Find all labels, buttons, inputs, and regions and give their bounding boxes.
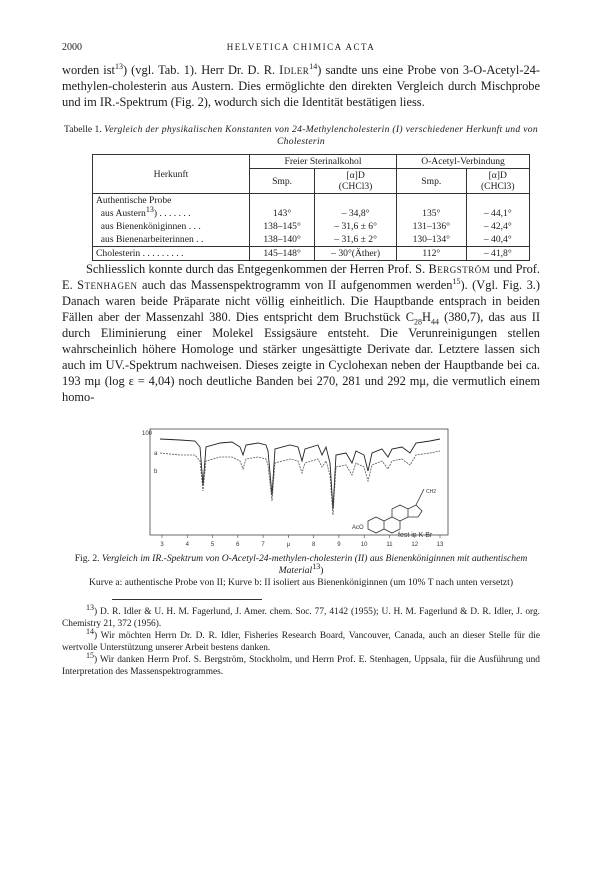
footnote-15 (62, 650, 540, 678)
row-label-text: aus Bienenköniginnen (100, 221, 187, 232)
paragraph-2 (62, 261, 540, 405)
rotation-label: [α]D (346, 170, 365, 181)
footnote-text: ) Wir danken Herrn Prof. S. Bergström, Stockholm, und Herrn Prof. E. Stenhagen, Uppsala, für die Ausführung und Interpretation des Massenspektrogrammes. (62, 655, 540, 677)
cell-smp1: 138–140° (250, 233, 315, 247)
header-free-sterol: Freier Sterinalkohol (250, 155, 397, 169)
x-tick-label: 13 (436, 542, 444, 548)
table-caption-label: Tabelle 1. (64, 124, 102, 135)
footnote-ref[interactable]: 14 (309, 61, 318, 71)
footnote-ref[interactable]: 13 (312, 561, 321, 571)
author-name: Idler (279, 63, 310, 77)
header-acetyl: O-Acetyl-Verbindung (397, 155, 530, 169)
text-run: auch das Massenspektrogramm von II aufgenommen werden (137, 278, 453, 292)
label-100: 100 (142, 431, 153, 437)
table-row (93, 207, 530, 220)
table-row (93, 220, 530, 233)
cell-smp2: 135° (397, 207, 466, 220)
section-label: Authentische Probe (93, 194, 250, 208)
subscript: 28 (414, 317, 423, 327)
steroid-structure (368, 489, 424, 533)
author-name: Stenhagen (77, 278, 138, 292)
footnote-number: 15 (86, 650, 94, 660)
page-number: 2000 (62, 42, 82, 53)
spectrum-curve-a (160, 439, 440, 509)
paragraph-1 (62, 62, 540, 110)
subscript: 44 (430, 317, 439, 327)
row-dots: ) . . . . . . . (153, 208, 191, 219)
cell-rot2: – 42,4° (466, 220, 529, 233)
x-tick-label: 12 (411, 542, 419, 548)
table-caption (62, 124, 540, 148)
row-label (93, 204, 250, 220)
text-run: (380,7), das aus II durch Eliminierung einer Molekel Essigsäure entsteht. Die Verunreinigungen stellen wahrscheinlich höhere Homologe und stärker ungesättigte Derivate dar. Letztere lassen sich auch im UV.-Spektrum nachweisen. Dieses zeigte in Cyclohexan neben der Hauptbande bei ca. 193 mμ (log ε = 4,04) noch deutliche Banden bei 270, 281 und 292 mμ, die vermutlich einem homo- (62, 310, 541, 404)
table-caption-text: Vergleich der physikalischen Konstanten von 24-Methylencholesterin (I) verschiedener Herkunft und von Cholesterin (104, 124, 538, 147)
cell-rot1: – 34,8° (315, 207, 397, 220)
empty-cell (466, 194, 529, 208)
row-label-text: Cholesterin (96, 248, 141, 259)
footnote-ref[interactable]: 15 (452, 276, 461, 286)
text-run: Schliesslich konnte durch das Entgegenkommen der Herren Prof. S. (86, 262, 429, 276)
cell-rot2: – 44,1° (466, 207, 529, 220)
row-label (93, 233, 250, 247)
rotation-label: [α]D (488, 170, 507, 181)
table-row (93, 247, 530, 261)
header-smp-2: Smp. (397, 169, 466, 194)
footnotes (62, 602, 540, 678)
figure-caption-text: Vergleich im IR.-Spektrum von O-Acetyl-24-methylen-cholesterin (II) aus Bienenköniginnen mit authentischem Material (101, 553, 528, 576)
cell-smp1: 145–148° (250, 247, 315, 261)
footnote-number: 14 (86, 626, 94, 636)
rotation-solvent: (CHCl3) (338, 181, 373, 192)
x-tick-label: 9 (337, 542, 341, 548)
row-label-text: aus Bienenarbeiterinnen (100, 234, 194, 245)
structure-aco-label: AcO (352, 525, 364, 531)
journal-title: HELVETICA CHIMICA ACTA (226, 42, 376, 52)
table-row (93, 233, 530, 247)
row-label-text: aus Austern (100, 208, 146, 219)
text-run: ) sandte uns eine Probe von 3-O-Acetyl-24-methylen-cholesterin aus Austern. Dies ermöglichte den direkten Vergleich durch Mischprobe und im IR.-Spektrum (Fig. 2), wodurch sich die Identität bestätigen liess. (62, 63, 541, 109)
text-run: ) (vgl. Tab. 1). Herr Dr. D. R. (122, 63, 280, 77)
x-tick-label: μ (286, 542, 291, 548)
x-tick-label: 3 (160, 542, 164, 548)
x-tick-label: 6 (236, 542, 240, 548)
cell-rot1: – 31,6 ± 2° (315, 233, 397, 247)
cell-rot2: – 40,4° (466, 233, 529, 247)
spectrum-curve-b (160, 451, 440, 515)
empty-cell (315, 194, 397, 208)
row-dots: . . . (186, 221, 201, 232)
x-tick-label: 11 (386, 542, 393, 548)
empty-cell (397, 194, 466, 208)
footnote-number: 13 (86, 602, 94, 612)
text-run: worden ist (62, 63, 115, 77)
header-smp-1: Smp. (250, 169, 315, 194)
header-rotation-2 (466, 169, 529, 194)
sample-state-label: fest in K Br (398, 532, 433, 539)
row-dots: . . (193, 234, 204, 245)
cell-smp2: 130–134° (397, 233, 466, 247)
footnote-14 (62, 626, 540, 654)
header-rotation-1 (315, 169, 397, 194)
text-run: ). (Vgl. Fig. 3.) Danach waren beide Präparate nicht völlig einheitlich. Die Hauptbande entsprach in beiden Fällen aber der Massenzahl 380. Dies entspricht dem Bruchstück C (62, 278, 541, 324)
text-run: und Prof. E. (62, 262, 541, 292)
x-tick-label: 4 (185, 542, 189, 548)
footnote-13 (62, 602, 540, 630)
rotation-solvent: (CHCl3) (480, 181, 515, 192)
running-head (62, 42, 540, 58)
x-tick-label: 7 (261, 542, 265, 548)
footnote-rule (112, 599, 262, 600)
text-run: H (422, 310, 431, 324)
author-name: Bergström (428, 262, 491, 276)
curve-a-label: a (154, 451, 158, 457)
structure-ch2-label: CH2 (426, 489, 437, 495)
cell-rot1: – 30°(Äther) (315, 247, 397, 261)
row-label (93, 247, 250, 261)
empty-cell (250, 194, 315, 208)
figure-caption-label: Fig. 2. (74, 553, 100, 564)
header-origin: Herkunft (93, 155, 250, 194)
x-tick-label: 10 (360, 542, 368, 548)
x-tick-label: 5 (210, 542, 215, 548)
footnote-ref[interactable]: 13 (114, 61, 123, 71)
ir-spectrum-plot (140, 425, 460, 551)
constants-table (92, 154, 530, 261)
row-dots: . . . . . . . . . (140, 248, 184, 259)
cell-smp1: 138–145° (250, 220, 315, 233)
page (62, 42, 540, 678)
curve-b-label: b (154, 469, 158, 475)
footnote-text: ) Wir möchten Herrn Dr. D. R. Idler, Fisheries Research Board, Vancouver, Canada, auch an dieser Stelle für die wertvolle Unterstützung unserer Arbeit bestens danken. (62, 631, 540, 653)
cell-rot2: – 41,8° (466, 247, 529, 261)
footnote-ref[interactable]: 13 (145, 204, 154, 214)
caption-close-paren: ) (320, 565, 324, 576)
cell-smp2: 112° (397, 247, 466, 261)
cell-rot1: – 31,6 ± 6° (315, 220, 397, 233)
curve-note: Kurve a: authentische Probe von II; Kurve b: II isoliert aus Bienenköniginnen (um 10% T nach unten versetzt) (88, 577, 514, 588)
cell-smp2: 131–136° (397, 220, 466, 233)
figure-caption (62, 553, 540, 577)
x-tick-label: 8 (311, 542, 316, 548)
ir-spectrum-figure (62, 425, 540, 551)
footnote-text: ) D. R. Idler & U. H. M. Fagerlund, J. Amer. chem. Soc. 77, 4142 (1955); U. H. M. Fagerlund & D. R. Idler, J. org. Chemistry 21, 372 (1956). (62, 607, 540, 629)
row-label (93, 220, 250, 233)
cell-smp1: 143° (250, 207, 315, 220)
